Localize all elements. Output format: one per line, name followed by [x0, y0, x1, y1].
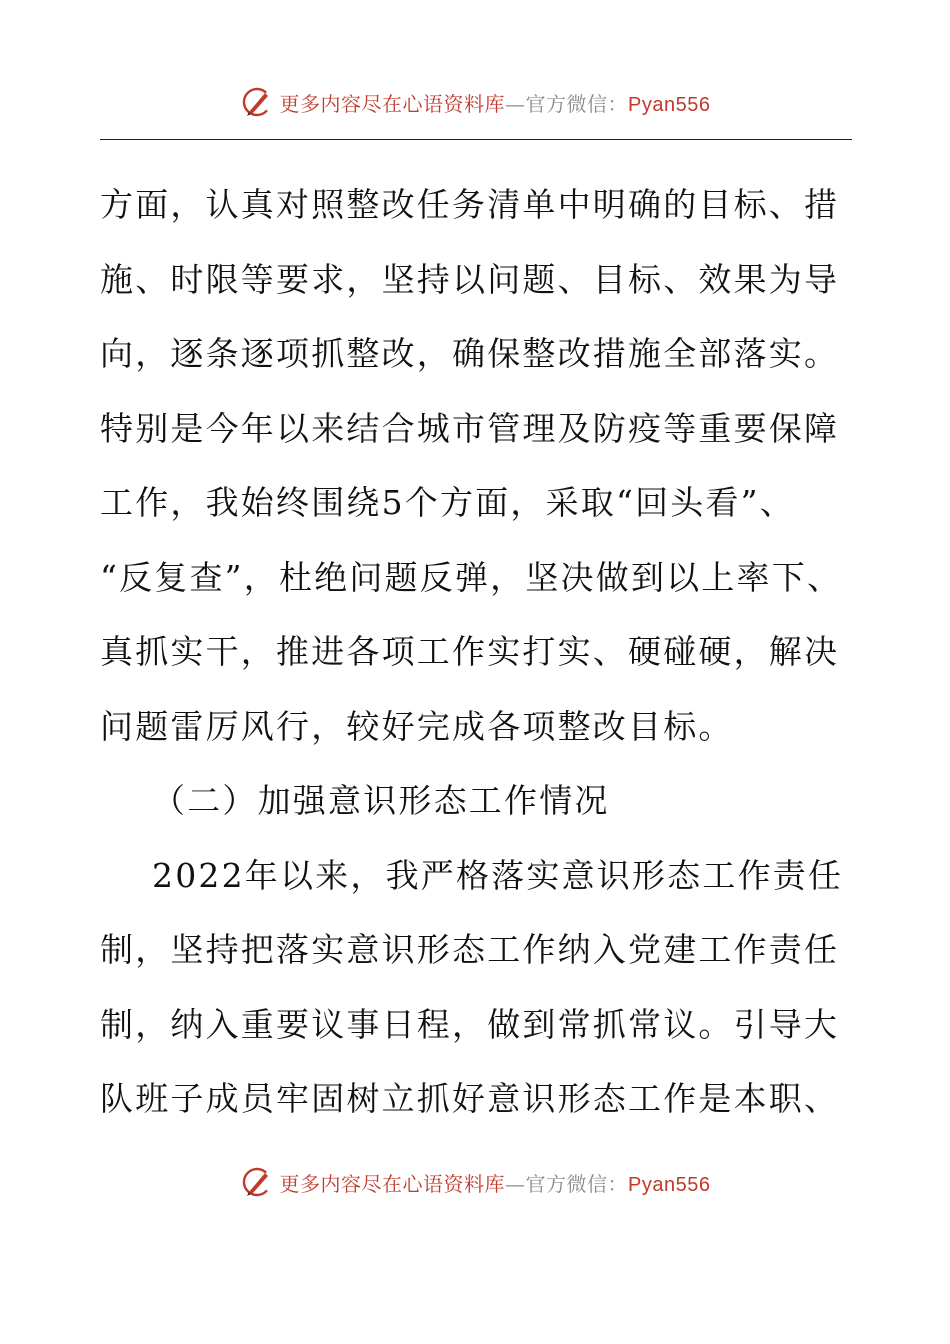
- body-line: 制，坚持把落实意识形态工作纳入党建工作责任: [100, 930, 840, 969]
- header-watermark: [0, 82, 950, 122]
- watermark-handle: Pyan556: [628, 93, 711, 116]
- body-line: 工作，我始终围绕5个方面，采取“回头看”、: [100, 483, 795, 522]
- body-line: 特别是今年以来结合城市管理及防疫等重要保障: [100, 408, 840, 448]
- section-heading: （二）加强意识形态工作情况: [152, 781, 610, 820]
- pen-logo-icon: [240, 1165, 274, 1199]
- document-body: [100, 168, 860, 1137]
- body-line: 真抓实干，推进各项工作实打实、硬碰硬，解决: [100, 632, 840, 671]
- body-line: 问题雷厉风行，较好完成各项整改目标。: [100, 706, 734, 746]
- pen-logo-icon: [240, 85, 274, 119]
- body-line: 向，逐条逐项抓整改，确保整改措施全部落实。: [100, 334, 840, 373]
- watermark-dash: —: [505, 1171, 526, 1196]
- body-line: 施、时限等要求，坚持以问题、目标、效果为导: [100, 259, 840, 299]
- header-divider: [100, 139, 852, 140]
- watermark-text: [280, 1168, 711, 1197]
- watermark-dash: —: [505, 91, 526, 116]
- watermark-prefix: 更多内容尽在心语资料库: [279, 1171, 506, 1196]
- body-line: 方面，认真对照整改任务清单中明确的目标、措: [100, 185, 840, 224]
- watermark-prefix: 更多内容尽在心语资料库: [279, 91, 506, 116]
- watermark-handle: Pyan556: [628, 1173, 711, 1196]
- body-line: “反复查”，杜绝问题反弹，坚决做到以上率下、: [100, 557, 843, 597]
- body-line: 队班子成员牢固树立抓好意识形态工作是本职、: [100, 1079, 840, 1118]
- body-line: 2022年以来，我严格落实意识形态工作责任: [152, 855, 844, 895]
- watermark-label: 官方微信：: [525, 1171, 629, 1196]
- watermark-label: 官方微信：: [525, 91, 629, 116]
- footer-watermark: [0, 1162, 950, 1202]
- body-line: 制，纳入重要议事日程，做到常抓常议。引导大: [100, 1004, 840, 1044]
- watermark-text: [280, 88, 711, 117]
